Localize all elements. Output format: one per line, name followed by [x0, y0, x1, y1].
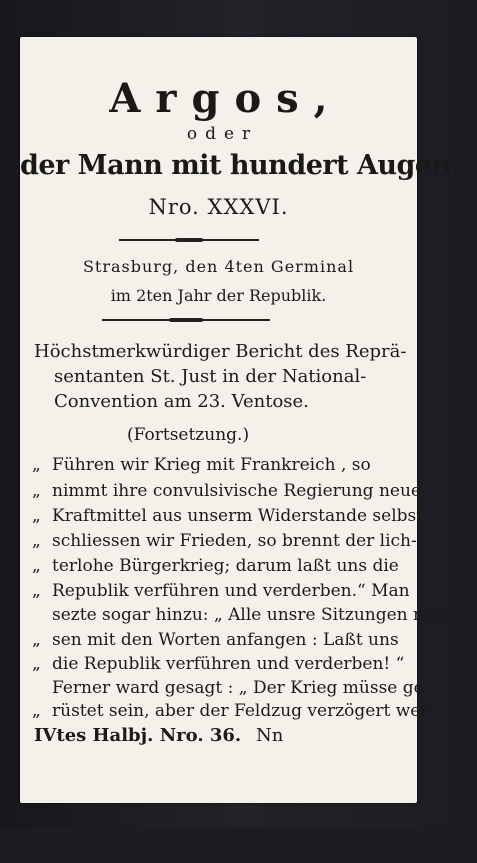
body-line — [32, 605, 455, 625]
dateline-place: Strasburg, den 4ten Germinal — [82, 257, 355, 276]
quote-mark: „ — [32, 481, 41, 501]
masthead-subtitle: der Mann mit hundert Augen. — [20, 150, 460, 181]
body-line — [32, 531, 417, 551]
body-line-text: die Republik verführen und verderben! “ — [52, 654, 405, 674]
body-line-text: sen mit den Worten anfangen : Laßt uns — [52, 630, 399, 650]
quote-mark: „ — [32, 701, 41, 721]
quote-mark: „ — [32, 506, 41, 526]
ornamental-rule-top — [119, 239, 259, 241]
body-line — [32, 506, 429, 526]
masthead-title: Argos, — [109, 75, 343, 122]
body-line-text: terlohe Bürgerkrieg; darum laßt uns die — [52, 556, 399, 576]
quote-mark: „ — [32, 556, 41, 576]
body-line-text: sezte sogar hinzu: „ Alle unsre Sitzungen müs- — [52, 605, 455, 625]
body-line — [32, 481, 421, 501]
body-line — [32, 678, 429, 698]
quote-mark: „ — [32, 581, 41, 601]
body-line — [32, 455, 371, 475]
body-line-text: Republik verführen und verderben.“ Man — [52, 581, 410, 601]
body-line-text: Ferner ward gesagt : „ Der Krieg müsse ge- — [52, 678, 430, 698]
signature-mark: IVtes Halbj. Nro. 36. — [34, 725, 242, 746]
body-line — [32, 701, 434, 721]
body-line-text: Führen wir Krieg mit Frankreich , so — [52, 455, 371, 475]
body-line-text: Kraftmittel aus unserm Widerstande selbst; — [52, 506, 429, 526]
body-line-text: rüstet sein, aber der Feldzug verzögert wer- — [52, 701, 435, 721]
quote-mark: „ — [32, 654, 41, 674]
masthead-oder: oder — [186, 124, 259, 144]
body-line — [32, 654, 404, 674]
continuation-note: (Fortsetzung.) — [127, 425, 250, 445]
body-line — [32, 556, 399, 576]
body-line — [32, 581, 410, 601]
body-line-text: schliessen wir Frieden, so brennt der lich- — [52, 531, 417, 551]
quote-mark: „ — [32, 630, 41, 650]
issue-number: Nro. XXXVI. — [148, 195, 289, 219]
document-page — [20, 37, 460, 803]
article-heading-line: Höchstmerkwürdiger Bericht des Reprä- — [34, 341, 407, 362]
article-heading-line: sentanten St. Just in der National- — [54, 366, 367, 387]
dateline-year: im 2ten Jahr der Republik. — [110, 286, 327, 305]
quote-mark: „ — [32, 531, 41, 551]
body-line-text: nimmt ihre convulsivische Regierung neue — [52, 481, 421, 501]
catchword: Nn — [256, 725, 284, 746]
quote-mark: „ — [32, 455, 41, 475]
body-line — [32, 630, 399, 650]
article-heading-line: Convention am 23. Ventose. — [54, 391, 309, 412]
ornamental-rule-bottom — [102, 319, 270, 321]
